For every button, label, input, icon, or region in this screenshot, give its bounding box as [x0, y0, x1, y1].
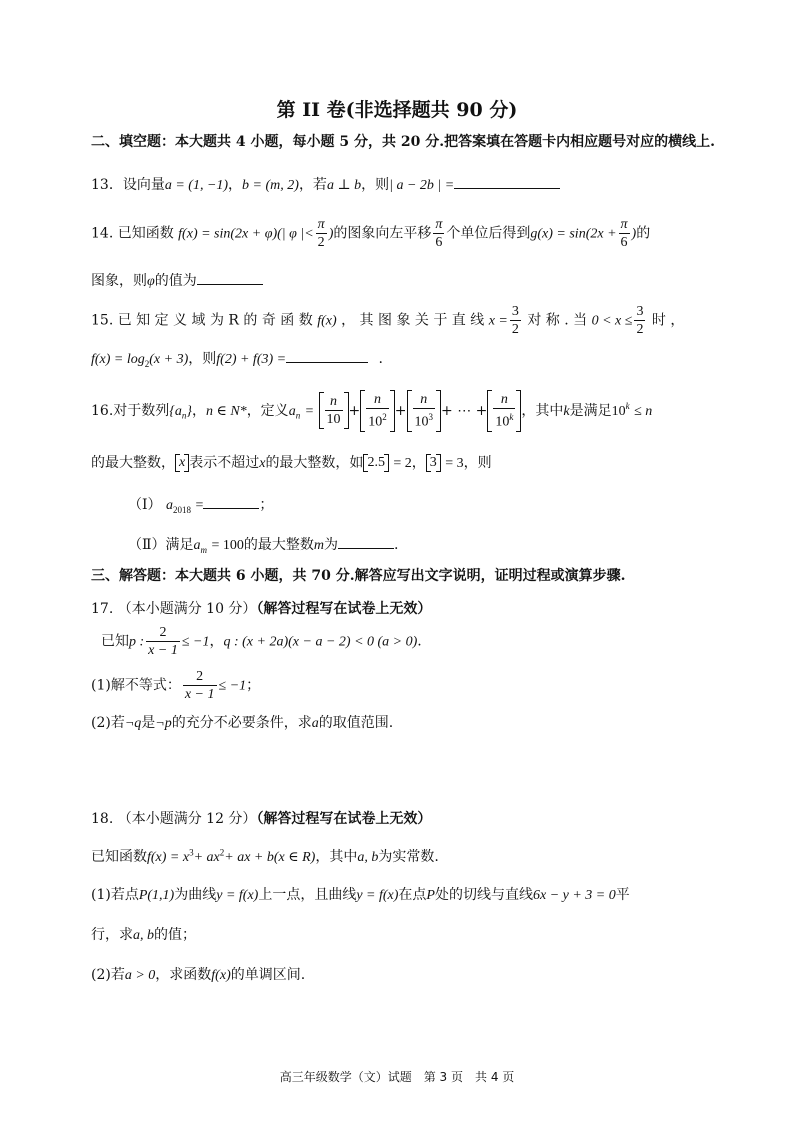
q18-exp3: 3: [189, 847, 194, 858]
q16-example-sep: ，: [411, 455, 426, 471]
question-15: [91, 303, 684, 338]
q16-p2-label: （Ⅱ）满足: [128, 537, 194, 553]
q15-frac2-den: 2: [636, 322, 644, 337]
q17-s1-frac-den: x − 1: [184, 687, 215, 702]
q15-text-4: 时 ，: [651, 312, 685, 329]
q16-line2-text-4: ，则: [463, 455, 492, 471]
q17-head: 17. （本小题满分 10 分）: [91, 601, 257, 617]
q13-answer-blank[interactable]: [454, 174, 560, 189]
q17-s2b: 是: [141, 715, 156, 731]
q17-s1-frac: [183, 668, 217, 703]
q16-an-sub: n: [295, 410, 301, 421]
q18-line: 6x − y + 3 = 0: [532, 888, 616, 903]
q16-line2-text: 的最大整数，: [91, 455, 175, 471]
q15-text-3: 对 称 . 当: [527, 312, 588, 329]
q16-p2-answer-blank[interactable]: [338, 534, 394, 549]
q16-ineq: ≤ n: [634, 403, 653, 419]
q14-text: 已知函数: [117, 225, 174, 242]
section-3-heading: 三、解答题：本大题共 6 小题，共 70 分.解答应写出文字说明，证明过程或演算步骤.: [91, 568, 626, 584]
q14-frac2-den: 6: [435, 235, 443, 250]
q14-frac-den: 2: [317, 235, 325, 250]
question-18-header: [91, 808, 431, 828]
q17-s2d: 的取值范围.: [318, 715, 394, 731]
q14-function-f: f(x) = sin(2x + φ)(| φ |<: [178, 226, 314, 242]
q15-end: .: [378, 351, 383, 367]
question-13: [91, 174, 560, 194]
q14-text-4: 的: [636, 225, 651, 242]
q18-ab-2: a, b: [133, 928, 154, 943]
q14-close: ): [328, 226, 334, 242]
q17-frac-den: x − 1: [148, 643, 178, 658]
q15-frac-3-2: [510, 303, 521, 338]
q16-line2-text-2: 表示不超过: [189, 455, 260, 471]
q18-exp2: 2: [219, 847, 225, 858]
q16-f2-exp: 2: [382, 412, 387, 422]
q18-s1d: 在点: [398, 887, 427, 903]
q17-s1-end: ；: [246, 677, 261, 694]
q13-number: 13．: [91, 177, 123, 193]
q16-f3-num: n: [413, 391, 436, 409]
question-17-header: [91, 598, 431, 618]
q14-text-5: 的值为: [154, 273, 197, 289]
q17-not-q: ¬q: [124, 716, 142, 731]
q16-dots: + ⋯ +: [441, 402, 488, 419]
question-15-line-2: [91, 348, 383, 369]
q16-plus-1: +: [348, 402, 361, 419]
q14-frac-pi-6-b: [619, 216, 630, 251]
q15-text-5: ，则: [188, 351, 217, 367]
q18-s2b: ，求函数: [155, 967, 212, 983]
question-18-part-1-line-2: [91, 924, 196, 944]
q18-note: （解答过程写在试卷上无效）: [256, 811, 432, 827]
q16-an: a: [288, 403, 296, 419]
q16-eq: =: [304, 403, 315, 419]
question-18-part-2: [91, 964, 305, 984]
q15-expr: f(2) + f(3) =: [216, 352, 287, 367]
q17-p: p :: [129, 634, 145, 650]
question-16-part-1: [128, 494, 273, 515]
q14-line2-text: 图象，则: [91, 273, 147, 289]
question-16-line-2: [91, 452, 492, 472]
question-14: [91, 216, 650, 251]
q13-ask: | a − 2b | =: [389, 178, 455, 193]
q18-curve: y = f(x): [216, 888, 259, 903]
q15-text: 已 知 定 义 域 为 R 的 奇 函 数: [117, 312, 313, 329]
question-18-part-1: [91, 884, 630, 904]
q16-p2-a: a: [193, 538, 201, 553]
question-17-part-2: [91, 712, 393, 732]
section-title: 第 II 卷(非选择题共 90 分): [276, 99, 518, 121]
q17-s2a: (2)若: [91, 715, 125, 731]
q18-s1a: (1)若点: [91, 887, 139, 903]
q18-mid: + ax: [193, 850, 220, 865]
question-17-part-1: [91, 668, 260, 703]
q14-g-close: ): [631, 226, 637, 242]
q16-example-1-val: = 2: [393, 456, 412, 471]
q15-log-arg: (x + 3): [149, 352, 189, 367]
q17-s1: (1)解不等式：: [91, 677, 181, 694]
section-2-heading: 二、填空题：本大题共 4 小题，每小题 5 分，共 20 分.把答案填在答题卡内相应题号对应的横线上.: [91, 134, 715, 150]
q16-f2-num: n: [366, 391, 389, 409]
q18-P2: P: [426, 888, 435, 903]
q16-p1-a: a: [165, 498, 173, 513]
q16-number: 16.: [91, 402, 114, 419]
q16-p1-label: （Ⅰ）: [128, 497, 162, 513]
question-14-line-2: [91, 270, 263, 290]
q14-text-3: 个单位后得到: [446, 225, 531, 242]
q16-p1-answer-blank[interactable]: [203, 494, 259, 509]
q14-frac3-den: 6: [620, 235, 628, 250]
q16-p1-sub: 2018: [172, 504, 191, 515]
q15-frac2-num: 3: [636, 304, 644, 319]
q14-text-2: 的图象向左平移: [333, 225, 432, 242]
q18-cond: a > 0: [124, 968, 156, 983]
q13-sep: ，: [228, 177, 243, 193]
q16-p2-text: 的最大整数: [243, 537, 314, 553]
q16-ten-exp: k: [625, 401, 630, 412]
q18-s1h: 的值；: [154, 927, 196, 943]
q16-f3-den: 10: [414, 414, 429, 430]
q18-s2a: (2)若: [91, 967, 125, 983]
q15-answer-blank[interactable]: [286, 348, 368, 363]
q16-text-3: ，其中: [521, 402, 564, 419]
q18-rest: + ax + b(x ∈ R): [224, 850, 316, 865]
q17-frac-num: 2: [146, 624, 180, 642]
q16-k: k: [563, 403, 570, 419]
q16-fk-exp: k: [509, 412, 514, 422]
q15-frac-num: 3: [511, 304, 519, 319]
q16-example-2-val: = 3: [445, 456, 464, 471]
q14-function-g: g(x) = sin(2x +: [530, 226, 617, 242]
q18-s1e: 处的切线与直线: [434, 887, 533, 903]
q15-x-eq: x =: [488, 313, 508, 329]
q16-seq: {a: [169, 403, 182, 419]
q13-text: 设向量: [122, 177, 165, 193]
question-17-given: [101, 624, 422, 659]
q17-le: ≤ −1: [181, 634, 210, 650]
q18-s2c: 的单调区间.: [230, 967, 306, 983]
q16-p2-sub: m: [200, 544, 208, 555]
q14-frac2-num: π: [435, 217, 443, 232]
q17-known: 已知: [101, 633, 129, 650]
q17-dot: .: [417, 633, 422, 650]
q16-p2-m: m: [313, 538, 324, 553]
q14-frac-num: π: [317, 217, 325, 232]
q16-p1-eq: =: [195, 498, 204, 513]
q15-text-2: ， 其 图 象 关 于 直 线: [341, 312, 485, 329]
q16-seq-close: }: [186, 403, 192, 419]
q17-s2c: 的充分不必要条件，求: [171, 715, 312, 731]
q16-text-2: ，定义: [246, 402, 289, 419]
q16-p1-end: ；: [259, 497, 274, 513]
q15-number: 15.: [91, 312, 114, 329]
q16-plus-2: +: [394, 402, 407, 419]
q16-nN: n ∈ N*: [205, 403, 247, 419]
q14-phi: φ: [147, 274, 155, 289]
q13-text-3: ，则: [361, 177, 390, 193]
q16-floor-3: [407, 390, 442, 432]
q18-ab: a, b: [357, 850, 379, 865]
q17-a: a: [311, 716, 319, 731]
q16-floor-x: x: [175, 454, 189, 472]
q14-answer-blank[interactable]: [197, 270, 263, 285]
q16-x: x: [259, 456, 266, 471]
q16-f1-den: 10: [326, 412, 341, 428]
q14-frac-pi-6: [433, 216, 444, 251]
q18-fx: f(x) = x: [147, 850, 190, 865]
q17-comma: ，: [209, 633, 224, 650]
q18-head: 18. （本小题满分 12 分）: [91, 811, 257, 827]
q18-l1b: ，其中: [315, 849, 358, 865]
q16-sep: ，: [191, 402, 206, 419]
q13-vector-b: b = (m, 2): [242, 178, 299, 193]
q16-floor-k: [487, 390, 521, 432]
q14-frac-pi-2: [316, 216, 327, 251]
q15-log: f(x) = log: [91, 352, 145, 367]
q17-note: （解答过程写在试卷上无效）: [256, 601, 432, 617]
q15-frac-3-2-b: [634, 303, 645, 338]
q17-not-p: ¬p: [155, 716, 172, 731]
q16-example-2: 3: [426, 454, 441, 472]
q16-fk-den: 10: [495, 414, 510, 430]
q17-s1-frac-num: 2: [183, 668, 217, 686]
q16-ten: 10: [611, 403, 626, 419]
q15-log-base: 2: [144, 358, 150, 369]
q18-l1a: 已知函数: [91, 849, 147, 865]
q16-text: 对于数列: [113, 402, 170, 419]
q18-curve-2: y = f(x): [356, 888, 399, 903]
q13-vector-a: a = (1, −1): [164, 178, 229, 193]
q18-fx2: f(x): [211, 968, 231, 983]
question-16: [91, 390, 652, 432]
q18-s1b: 为曲线: [174, 887, 217, 903]
question-16-part-2: [128, 534, 398, 555]
q16-f1-num: n: [325, 393, 343, 411]
q16-floor-2: [360, 390, 395, 432]
q18-l1c: 为实常数.: [378, 849, 439, 865]
q16-p2-text-2: 为: [324, 537, 338, 553]
q14-number: 14.: [91, 225, 114, 242]
question-18-given: [91, 846, 439, 866]
q16-fk-num: n: [493, 391, 515, 409]
q13-condition: a ⊥ b: [326, 178, 362, 193]
q15-ineq: 0 < x ≤: [591, 313, 633, 329]
q16-line2-text-3: 的最大整数，如: [265, 455, 364, 471]
q14-frac3-num: π: [620, 217, 628, 232]
q18-s1f: 平: [615, 887, 630, 903]
q16-f3-exp: 3: [428, 412, 434, 422]
q16-text-4: 是满足: [569, 402, 612, 419]
q15-function: f(x): [317, 313, 337, 329]
q16-floor-1: [319, 392, 349, 429]
q18-s1c: 上一点，且曲线: [258, 887, 357, 903]
q17-frac: [146, 624, 180, 659]
page-footer: 高三年级数学（文）试题 第 3 页 共 4 页: [279, 1070, 515, 1084]
q15-frac-den: 2: [511, 322, 519, 337]
q17-q: q : (x + 2a)(x − a − 2) < 0 (a > 0): [223, 634, 418, 650]
q13-text-2: ，若: [298, 177, 327, 193]
q16-p2-eq: = 100: [211, 538, 244, 553]
q16-seq-sub: n: [181, 410, 187, 421]
q18-point-P: P(1,1): [138, 888, 175, 903]
q17-s1-le: ≤ −1: [218, 678, 247, 694]
q18-s1g: 行，求: [91, 927, 133, 943]
q16-example-1: 2.5: [363, 454, 389, 472]
q16-f2-den: 10: [368, 414, 383, 430]
q16-p2-end: .: [394, 537, 399, 553]
